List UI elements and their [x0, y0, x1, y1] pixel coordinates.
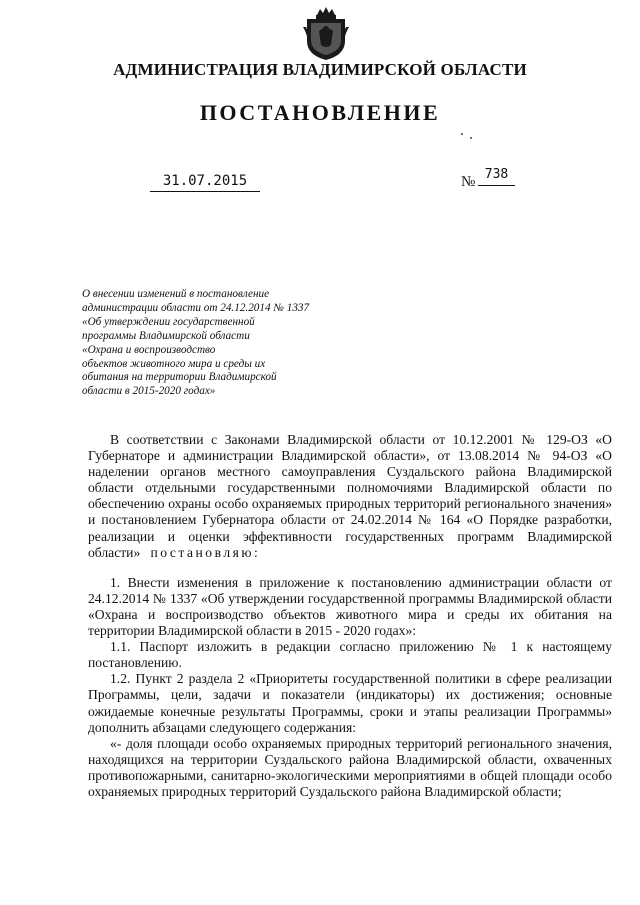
resolves-word: постановляю:: [150, 544, 261, 560]
document-subject: [82, 288, 342, 399]
subject-line: программы Владимирской области: [82, 329, 250, 342]
subject-line: объектов животного мира и среды их: [82, 357, 266, 370]
number-sign: №: [461, 174, 476, 190]
preamble-paragraph: [88, 432, 612, 561]
subject-line: «Об утверждении государственной: [82, 315, 255, 328]
subject-line: «Охрана и воспроизводство: [82, 343, 216, 356]
subject-line: администрации области от 24.12.2014 № 1337: [82, 301, 310, 314]
organization-name: АДМИНИСТРАЦИЯ ВЛАДИМИРСКОЙ ОБЛАСТИ: [113, 60, 527, 79]
coat-of-arms-icon: [303, 5, 349, 61]
paragraph-indicator: «- доля площади особо охраняемых природных территорий регионального значения, находящихся на территории Суздальского района Владимирской области, охваченных противопожарными, санитарно-экологическими мероприятиями в общей площади особо охраняемых природных территорий Суздальского района Владимирской области;: [88, 735, 612, 799]
document-body: [88, 432, 612, 800]
paragraph-1: 1. Внести изменения в приложение к постановлению администрации области от 24.12.2014 № 1337 «Об утверждении государственной программы Владимирской области «Охрана и воспроизводство объектов животного мира и среды их обитания на территории Владимирской области в 2015 - 2020 годах»:: [88, 574, 612, 639]
paragraph-1-2: 1.2. Пункт 2 раздела 2 «Приоритеты государственной политики в сфере реализации Программы, цели, задачи и показатели (индикаторы) их достижения; основные ожидаемые конечные результаты Программы, сроки и этапы реализации Программы» дополнить абзацами следующего содержания:: [88, 671, 612, 735]
document-type: ПОСТАНОВЛЕНИЕ: [199, 100, 441, 125]
document-number: 738: [478, 167, 515, 186]
document-date: 31.07.2015: [150, 173, 260, 192]
subject-line: области в 2015-2020 годах»: [82, 385, 216, 398]
subject-line: О внесении изменений в постановление: [82, 288, 270, 300]
preamble-text: В соответствии с Законами Владимирской области от 10.12.2001 № 129-ОЗ «О Губернаторе и администрации Владимирской области», от 13.08.2014 № 94-ОЗ «О наделении органов местного самоуправления Суздальского района Владимирской области отдельными государственными полномочиями Владимирской области по обеспечению охраны особо охраняемых природных территорий регионального значения» и постановлением Губернатора области от 24.02.2014 № 164 «О Порядке разработки, реализации и оценки эффективности государственных программ Владимирской области»: [88, 432, 612, 560]
subject-line: обитания на территории Владимирской: [82, 371, 277, 384]
paragraph-1-1: 1.1. Паспорт изложить в редакции согласно приложению № 1 к настоящему постановлению.: [88, 639, 612, 671]
